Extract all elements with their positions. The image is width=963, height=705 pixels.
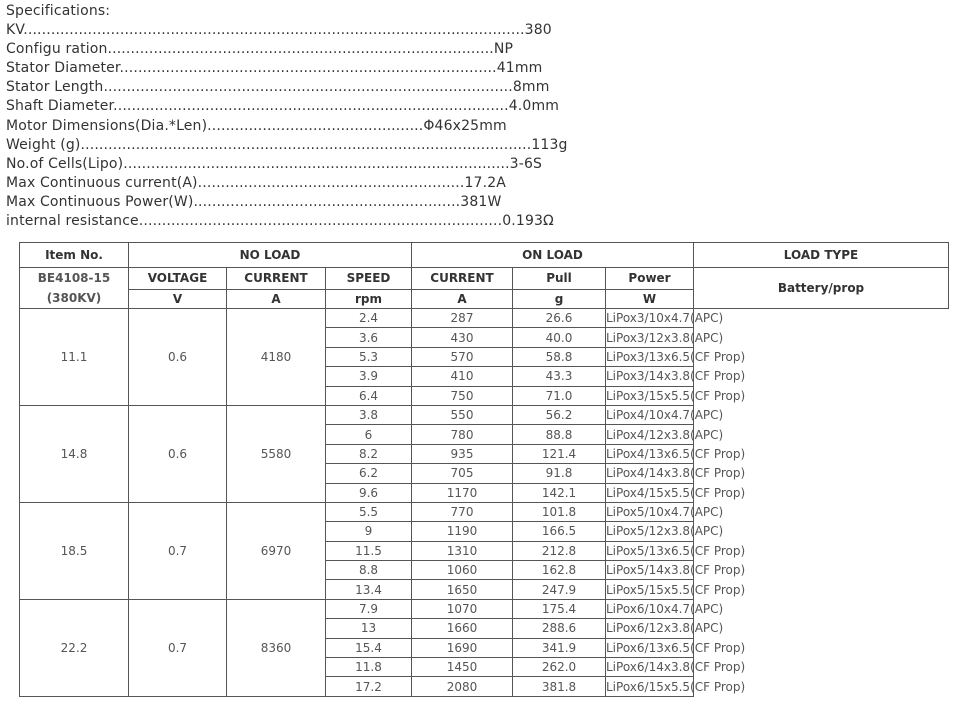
power-cell: 341.9: [513, 638, 606, 657]
no-load-header: NO LOAD: [129, 243, 412, 268]
load-type-cell: LiPox3/12x3.8(APC): [606, 328, 694, 347]
current-cell: 11.5: [326, 541, 412, 560]
speed-cell: 6970: [227, 502, 326, 599]
current-cell: 3.6: [326, 328, 412, 347]
current-cell: 8.8: [326, 561, 412, 580]
power-cell: 56.2: [513, 405, 606, 424]
pull-cell: 1070: [412, 599, 513, 618]
power-cell: 142.1: [513, 483, 606, 502]
current-cell: 6.4: [326, 386, 412, 405]
pull-cell: 705: [412, 464, 513, 483]
item-kv: (380KV): [46, 291, 102, 305]
spec-line: KV.............................................................................................................380: [6, 22, 552, 39]
power-cell: 175.4: [513, 599, 606, 618]
pull-cell: 1190: [412, 522, 513, 541]
voltage-header: VOLTAGE: [129, 268, 227, 290]
current-cell: 15.4: [326, 638, 412, 657]
load-type-cell: LiPox4/10x4.7(APC): [606, 405, 694, 424]
no-load-current-unit: A: [227, 289, 326, 308]
pull-cell: 750: [412, 386, 513, 405]
table-row: [20, 599, 949, 618]
current-cell: 13: [326, 619, 412, 638]
power-cell: 88.8: [513, 425, 606, 444]
current-cell: 11.8: [326, 658, 412, 677]
current-cell: 6: [326, 425, 412, 444]
load-type-cell: LiPox5/10x4.7(APC): [606, 502, 694, 521]
current-cell: 9.6: [326, 483, 412, 502]
no-load-current-cell: 0.7: [129, 502, 227, 599]
no-load-current-cell: 0.7: [129, 599, 227, 696]
spec-line: Specifications:: [6, 3, 111, 19]
no-load-current-cell: 0.6: [129, 309, 227, 406]
power-cell: 43.3: [513, 367, 606, 386]
spec-line: No.of Cells(Lipo)....................................................................................3-6S: [6, 155, 543, 172]
power-unit: W: [606, 289, 694, 308]
current-cell: 5.5: [326, 502, 412, 521]
power-cell: 262.0: [513, 658, 606, 677]
power-cell: 58.8: [513, 347, 606, 366]
speed-header: SPEED: [326, 268, 412, 290]
power-cell: 91.8: [513, 464, 606, 483]
performance-table-body: [20, 309, 949, 697]
power-cell: 381.8: [513, 677, 606, 696]
item-model: BE4108-15: [37, 271, 111, 285]
current-cell: 6.2: [326, 464, 412, 483]
current-cell: 2.4: [326, 309, 412, 328]
table-row: [20, 502, 949, 521]
pull-cell: 1450: [412, 658, 513, 677]
power-cell: 162.8: [513, 561, 606, 580]
voltage-cell: 14.8: [20, 405, 129, 502]
pull-cell: 2080: [412, 677, 513, 696]
pull-cell: 1690: [412, 638, 513, 657]
current-cell: 3.8: [326, 405, 412, 424]
load-type-cell: LiPox6/13x6.5(CF Prop): [606, 638, 694, 657]
spec-line: internal resistance...............................................................................0.193Ω: [6, 213, 554, 230]
speed-cell: 4180: [227, 309, 326, 406]
battery-prop-header: Battery/prop: [694, 268, 949, 309]
load-type-cell: LiPox4/13x6.5(CF Prop): [606, 444, 694, 463]
current-cell: 8.2: [326, 444, 412, 463]
spec-line: Max Continuous Power(W)..........................................................381W: [6, 193, 502, 210]
spec-line: Stator Length.........................................................................................8mm: [6, 79, 550, 96]
pull-cell: 1310: [412, 541, 513, 560]
load-type-cell: LiPox6/10x4.7(APC): [606, 599, 694, 618]
spec-line: Weight (g)..................................................................................................113g: [6, 136, 568, 153]
item-no-header: Item No.: [20, 243, 129, 268]
pull-unit: g: [513, 289, 606, 308]
load-type-cell: LiPox5/13x6.5(CF Prop): [606, 541, 694, 560]
power-cell: 212.8: [513, 541, 606, 560]
current-cell: 3.9: [326, 367, 412, 386]
load-type-cell: LiPox4/14x3.8(CF Prop): [606, 464, 694, 483]
power-cell: 26.6: [513, 309, 606, 328]
power-cell: 71.0: [513, 386, 606, 405]
pull-cell: 770: [412, 502, 513, 521]
pull-cell: 935: [412, 444, 513, 463]
voltage-cell: 22.2: [20, 599, 129, 696]
current-cell: 5.3: [326, 347, 412, 366]
spec-line: Shaft Diameter......................................................................................4.0mm: [6, 98, 560, 115]
no-load-current-cell: 0.6: [129, 405, 227, 502]
on-load-current-unit: A: [412, 289, 513, 308]
on-load-current-header: CURRENT: [412, 268, 513, 290]
pull-cell: 1060: [412, 561, 513, 580]
table-row: [20, 309, 949, 328]
item-number-cell: [20, 268, 129, 309]
no-load-current-header: CURRENT: [227, 268, 326, 290]
load-type-cell: LiPox3/13x6.5(CF Prop): [606, 347, 694, 366]
load-type-cell: LiPox4/12x3.8(APC): [606, 425, 694, 444]
table-row: [20, 405, 949, 424]
load-type-cell: LiPox3/14x3.8(CF Prop): [606, 367, 694, 386]
spec-line: Max Continuous current(A)..........................................................17.2A: [6, 174, 506, 191]
power-cell: 121.4: [513, 444, 606, 463]
pull-cell: 430: [412, 328, 513, 347]
pull-cell: 570: [412, 347, 513, 366]
pull-cell: 287: [412, 309, 513, 328]
spec-line: Configu ration....................................................................................NP: [6, 41, 514, 58]
load-type-cell: LiPox4/15x5.5(CF Prop): [606, 483, 694, 502]
spec-line: Motor Dimensions(Dia.*Len)...............................................Φ46x25mm: [6, 117, 507, 134]
load-type-cell: LiPox5/12x3.8(APC): [606, 522, 694, 541]
load-type-cell: LiPox6/12x3.8(APC): [606, 619, 694, 638]
current-cell: 13.4: [326, 580, 412, 599]
performance-table: [19, 242, 949, 697]
pull-cell: 780: [412, 425, 513, 444]
voltage-cell: 11.1: [20, 309, 129, 406]
power-cell: 288.6: [513, 619, 606, 638]
load-type-cell: LiPox5/15x5.5(CF Prop): [606, 580, 694, 599]
speed-unit: rpm: [326, 289, 412, 308]
pull-header: Pull: [513, 268, 606, 290]
load-type-cell: LiPox6/14x3.8(CF Prop): [606, 658, 694, 677]
load-type-header: LOAD TYPE: [694, 243, 949, 268]
specifications-list: [6, 2, 568, 231]
load-type-cell: LiPox3/15x5.5(CF Prop): [606, 386, 694, 405]
current-cell: 7.9: [326, 599, 412, 618]
pull-cell: 550: [412, 405, 513, 424]
load-type-cell: LiPox5/14x3.8(CF Prop): [606, 561, 694, 580]
spec-line: Stator Diameter..................................................................................41mm: [6, 60, 543, 77]
pull-cell: 410: [412, 367, 513, 386]
power-cell: 101.8: [513, 502, 606, 521]
power-cell: 40.0: [513, 328, 606, 347]
pull-cell: 1660: [412, 619, 513, 638]
pull-cell: 1170: [412, 483, 513, 502]
current-cell: 9: [326, 522, 412, 541]
on-load-header: ON LOAD: [412, 243, 694, 268]
pull-cell: 1650: [412, 580, 513, 599]
voltage-unit: V: [129, 289, 227, 308]
load-type-cell: LiPox6/15x5.5(CF Prop): [606, 677, 694, 696]
power-cell: 166.5: [513, 522, 606, 541]
power-cell: 247.9: [513, 580, 606, 599]
speed-cell: 5580: [227, 405, 326, 502]
current-cell: 17.2: [326, 677, 412, 696]
speed-cell: 8360: [227, 599, 326, 696]
voltage-cell: 18.5: [20, 502, 129, 599]
power-header: Power: [606, 268, 694, 290]
load-type-cell: LiPox3/10x4.7(APC): [606, 309, 694, 328]
